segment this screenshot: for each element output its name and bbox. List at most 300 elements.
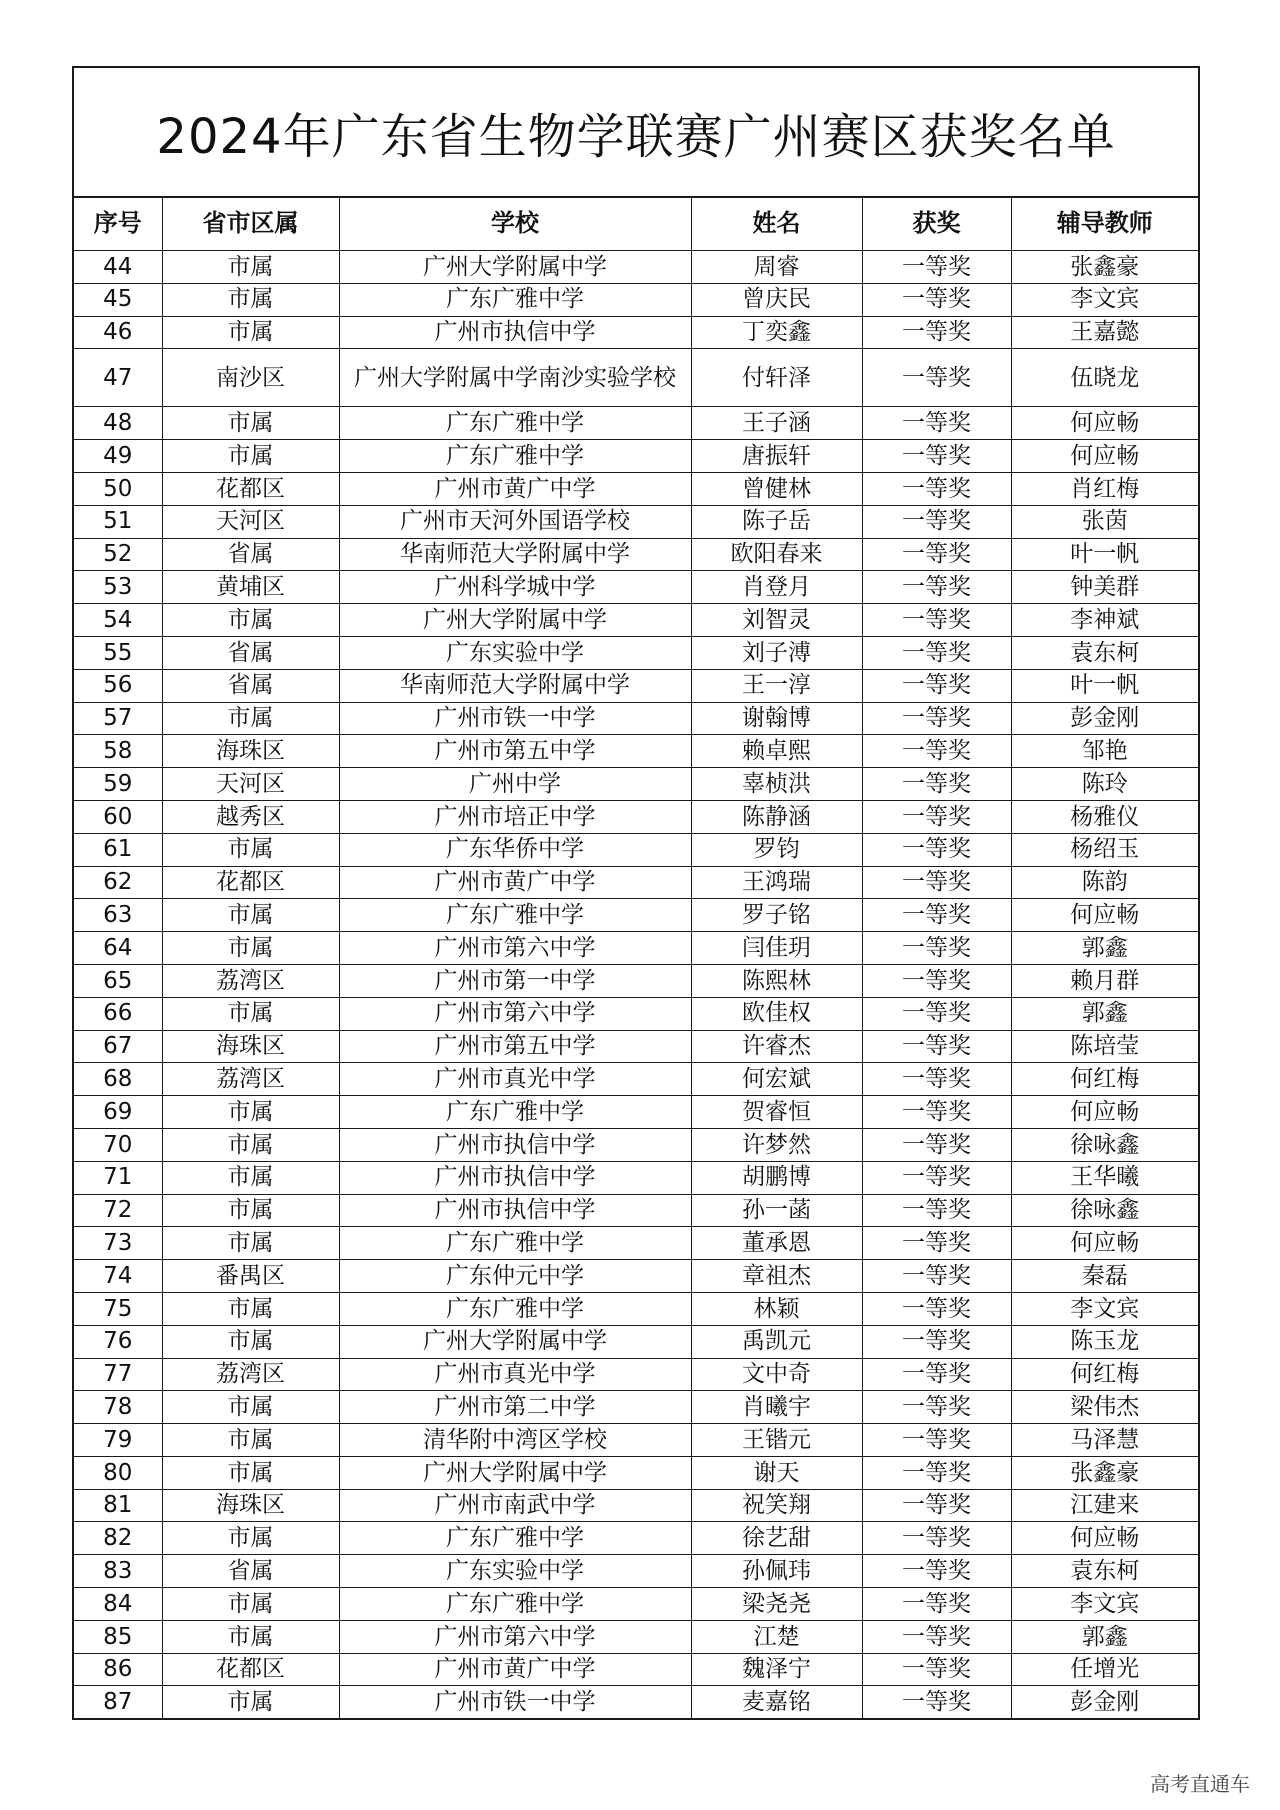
cell-teacher: 郭鑫 [1011,932,1198,965]
cell-index: 49 [74,440,162,473]
cell-school: 广东广雅中学 [339,1096,691,1129]
header-award: 获奖 [862,198,1011,251]
cell-school: 广州大学附属中学 [339,1325,691,1358]
cell-index: 73 [74,1227,162,1260]
table-row [74,899,1198,932]
cell-index: 83 [74,1555,162,1588]
cell-teacher: 袁东柯 [1011,636,1198,669]
cell-district: 市属 [162,440,339,473]
cell-award: 一等奖 [862,472,1011,505]
cell-award: 一等奖 [862,932,1011,965]
table-row [74,866,1198,899]
cell-student-name: 王鸿瑞 [691,866,862,899]
cell-district: 市属 [162,1227,339,1260]
cell-school: 广州市黄广中学 [339,1653,691,1686]
cell-district: 南沙区 [162,349,339,407]
cell-district: 市属 [162,604,339,637]
cell-award: 一等奖 [862,283,1011,316]
table-row [74,1096,1198,1129]
cell-student-name: 刘子溥 [691,636,862,669]
table-row [74,1588,1198,1621]
table-row [74,1161,1198,1194]
cell-student-name: 唐振轩 [691,440,862,473]
header-name: 姓名 [691,198,862,251]
cell-school: 广州科学城中学 [339,571,691,604]
cell-teacher: 李文宾 [1011,1292,1198,1325]
table-row [74,251,1198,284]
cell-school: 广州市第五中学 [339,1030,691,1063]
cell-index: 80 [74,1456,162,1489]
cell-index: 65 [74,964,162,997]
cell-index: 66 [74,997,162,1030]
cell-student-name: 陈静涵 [691,800,862,833]
table-row [74,997,1198,1030]
award-table [74,198,1198,1718]
cell-award: 一等奖 [862,538,1011,571]
table-row [74,505,1198,538]
cell-student-name: 欧佳权 [691,997,862,1030]
cell-award: 一等奖 [862,1358,1011,1391]
cell-index: 46 [74,316,162,349]
cell-school: 广州市铁一中学 [339,1686,691,1718]
cell-district: 市属 [162,833,339,866]
cell-index: 60 [74,800,162,833]
cell-student-name: 胡鹏博 [691,1161,862,1194]
cell-student-name: 辜桢洪 [691,768,862,801]
cell-district: 市属 [162,932,339,965]
cell-award: 一等奖 [862,1325,1011,1358]
cell-award: 一等奖 [862,1292,1011,1325]
cell-teacher: 江建来 [1011,1489,1198,1522]
cell-award: 一等奖 [862,1227,1011,1260]
cell-student-name: 闫佳玥 [691,932,862,965]
cell-teacher: 马泽慧 [1011,1424,1198,1457]
cell-student-name: 徐艺甜 [691,1522,862,1555]
cell-index: 82 [74,1522,162,1555]
cell-index: 72 [74,1194,162,1227]
cell-district: 市属 [162,899,339,932]
cell-teacher: 何应畅 [1011,1522,1198,1555]
cell-teacher: 李文宾 [1011,283,1198,316]
cell-student-name: 谢天 [691,1456,862,1489]
cell-student-name: 丁奕鑫 [691,316,862,349]
cell-student-name: 欧阳春来 [691,538,862,571]
table-row [74,440,1198,473]
cell-district: 市属 [162,1128,339,1161]
cell-teacher: 李神斌 [1011,604,1198,637]
cell-district: 市属 [162,1620,339,1653]
header-teacher: 辅导教师 [1011,198,1198,251]
cell-school: 广东实验中学 [339,636,691,669]
cell-index: 79 [74,1424,162,1457]
cell-teacher: 何应畅 [1011,1227,1198,1260]
table-row [74,1555,1198,1588]
table-row [74,407,1198,440]
cell-student-name: 贺睿恒 [691,1096,862,1129]
cell-award: 一等奖 [862,407,1011,440]
cell-district: 省属 [162,1555,339,1588]
cell-award: 一等奖 [862,1194,1011,1227]
cell-award: 一等奖 [862,1522,1011,1555]
cell-teacher: 肖红梅 [1011,472,1198,505]
cell-district: 天河区 [162,505,339,538]
cell-teacher: 何应畅 [1011,407,1198,440]
cell-school: 广州市第六中学 [339,997,691,1030]
cell-district: 市属 [162,1456,339,1489]
cell-award: 一等奖 [862,505,1011,538]
cell-award: 一等奖 [862,1128,1011,1161]
cell-school: 广州市第五中学 [339,735,691,768]
cell-school: 广州市南武中学 [339,1489,691,1522]
cell-index: 53 [74,571,162,604]
table-row [74,669,1198,702]
cell-teacher: 邹艳 [1011,735,1198,768]
cell-student-name: 林颖 [691,1292,862,1325]
cell-teacher: 钟美群 [1011,571,1198,604]
cell-district: 市属 [162,1096,339,1129]
cell-school: 清华附中湾区学校 [339,1424,691,1457]
cell-district: 市属 [162,283,339,316]
cell-school: 广州市第二中学 [339,1391,691,1424]
title-box [74,68,1198,198]
cell-teacher: 伍晓龙 [1011,349,1198,407]
cell-student-name: 董承恩 [691,1227,862,1260]
cell-teacher: 杨绍玉 [1011,833,1198,866]
cell-award: 一等奖 [862,1588,1011,1621]
cell-teacher: 陈玲 [1011,768,1198,801]
cell-student-name: 何宏斌 [691,1063,862,1096]
cell-school: 广州大学附属中学 [339,1456,691,1489]
cell-student-name: 禹凯元 [691,1325,862,1358]
cell-index: 63 [74,899,162,932]
table-row [74,1489,1198,1522]
cell-district: 市属 [162,1391,339,1424]
cell-school: 广东广雅中学 [339,1227,691,1260]
cell-index: 69 [74,1096,162,1129]
cell-school: 广东广雅中学 [339,440,691,473]
cell-student-name: 刘智灵 [691,604,862,637]
cell-index: 56 [74,669,162,702]
cell-index: 48 [74,407,162,440]
cell-school: 广州市第一中学 [339,964,691,997]
cell-index: 86 [74,1653,162,1686]
cell-teacher: 何红梅 [1011,1358,1198,1391]
cell-student-name: 付轩泽 [691,349,862,407]
cell-teacher: 秦磊 [1011,1260,1198,1293]
cell-district: 市属 [162,1194,339,1227]
cell-school: 广州市铁一中学 [339,702,691,735]
cell-school: 广州市培正中学 [339,800,691,833]
cell-award: 一等奖 [862,1161,1011,1194]
watermark: 高考直通车 [1150,1772,1250,1796]
cell-teacher: 张茵 [1011,505,1198,538]
table-row [74,800,1198,833]
cell-teacher: 彭金刚 [1011,1686,1198,1718]
table-row [74,1227,1198,1260]
table-row [74,1325,1198,1358]
cell-student-name: 王子涵 [691,407,862,440]
cell-student-name: 陈熙林 [691,964,862,997]
cell-school: 广东广雅中学 [339,407,691,440]
cell-student-name: 江楚 [691,1620,862,1653]
cell-index: 44 [74,251,162,284]
cell-district: 番禺区 [162,1260,339,1293]
cell-school: 广东华侨中学 [339,833,691,866]
cell-student-name: 罗子铭 [691,899,862,932]
cell-teacher: 张鑫豪 [1011,251,1198,284]
cell-award: 一等奖 [862,1456,1011,1489]
cell-district: 越秀区 [162,800,339,833]
cell-teacher: 袁东柯 [1011,1555,1198,1588]
cell-award: 一等奖 [862,349,1011,407]
cell-district: 黄埔区 [162,571,339,604]
cell-index: 61 [74,833,162,866]
table-body [74,251,1198,1719]
cell-student-name: 赖卓熙 [691,735,862,768]
cell-school: 广州市黄广中学 [339,472,691,505]
header-row [74,198,1198,251]
cell-award: 一等奖 [862,964,1011,997]
cell-school: 广州市执信中学 [339,1161,691,1194]
table-row [74,604,1198,637]
table-row [74,1424,1198,1457]
cell-teacher: 叶一帆 [1011,669,1198,702]
cell-award: 一等奖 [862,1096,1011,1129]
cell-award: 一等奖 [862,604,1011,637]
cell-school: 广州市第六中学 [339,1620,691,1653]
table-row [74,1292,1198,1325]
cell-teacher: 陈韵 [1011,866,1198,899]
cell-index: 55 [74,636,162,669]
table-row [74,768,1198,801]
cell-index: 52 [74,538,162,571]
cell-index: 78 [74,1391,162,1424]
cell-award: 一等奖 [862,1063,1011,1096]
cell-teacher: 郭鑫 [1011,997,1198,1030]
cell-award: 一等奖 [862,1686,1011,1718]
table-row [74,571,1198,604]
cell-student-name: 曾庆民 [691,283,862,316]
cell-student-name: 许梦然 [691,1128,862,1161]
cell-district: 市属 [162,702,339,735]
cell-school: 广州大学附属中学南沙实验学校 [339,349,691,407]
cell-award: 一等奖 [862,1653,1011,1686]
cell-teacher: 何应畅 [1011,1096,1198,1129]
cell-award: 一等奖 [862,571,1011,604]
cell-teacher: 郭鑫 [1011,1620,1198,1653]
cell-district: 市属 [162,1588,339,1621]
cell-index: 70 [74,1128,162,1161]
table-row [74,316,1198,349]
cell-student-name: 章祖杰 [691,1260,862,1293]
cell-award: 一等奖 [862,735,1011,768]
cell-index: 62 [74,866,162,899]
cell-school: 广东广雅中学 [339,1588,691,1621]
table-row [74,1128,1198,1161]
cell-index: 51 [74,505,162,538]
cell-award: 一等奖 [862,800,1011,833]
cell-student-name: 麦嘉铭 [691,1686,862,1718]
cell-index: 87 [74,1686,162,1718]
cell-award: 一等奖 [862,833,1011,866]
cell-award: 一等奖 [862,1620,1011,1653]
cell-district: 海珠区 [162,1489,339,1522]
cell-teacher: 王嘉懿 [1011,316,1198,349]
cell-student-name: 肖登月 [691,571,862,604]
cell-school: 广东仲元中学 [339,1260,691,1293]
cell-award: 一等奖 [862,866,1011,899]
cell-district: 天河区 [162,768,339,801]
cell-district: 荔湾区 [162,964,339,997]
cell-student-name: 肖曦宇 [691,1391,862,1424]
cell-student-name: 许睿杰 [691,1030,862,1063]
cell-award: 一等奖 [862,1555,1011,1588]
cell-district: 花都区 [162,1653,339,1686]
cell-teacher: 叶一帆 [1011,538,1198,571]
cell-school: 广州市执信中学 [339,316,691,349]
cell-teacher: 徐咏鑫 [1011,1128,1198,1161]
cell-student-name: 梁尧尧 [691,1588,862,1621]
cell-teacher: 杨雅仪 [1011,800,1198,833]
cell-school: 广州中学 [339,768,691,801]
cell-index: 64 [74,932,162,965]
table-row [74,472,1198,505]
cell-teacher: 陈培莹 [1011,1030,1198,1063]
cell-index: 81 [74,1489,162,1522]
cell-school: 华南师范大学附属中学 [339,669,691,702]
cell-student-name: 谢翰博 [691,702,862,735]
cell-award: 一等奖 [862,316,1011,349]
header-district: 省市区属 [162,198,339,251]
cell-index: 84 [74,1588,162,1621]
award-sheet [72,66,1200,1720]
cell-school: 广东广雅中学 [339,899,691,932]
cell-district: 市属 [162,251,339,284]
cell-student-name: 孙一菡 [691,1194,862,1227]
cell-teacher: 李文宾 [1011,1588,1198,1621]
cell-school: 广东广雅中学 [339,1522,691,1555]
cell-award: 一等奖 [862,440,1011,473]
cell-award: 一等奖 [862,899,1011,932]
header-index: 序号 [74,198,162,251]
cell-school: 广州市第六中学 [339,932,691,965]
table-row [74,1522,1198,1555]
table-header [74,198,1198,251]
cell-teacher: 彭金刚 [1011,702,1198,735]
cell-index: 58 [74,735,162,768]
cell-award: 一等奖 [862,702,1011,735]
cell-school: 广州市真光中学 [339,1063,691,1096]
cell-district: 市属 [162,1522,339,1555]
cell-index: 77 [74,1358,162,1391]
cell-district: 省属 [162,636,339,669]
cell-teacher: 陈玉龙 [1011,1325,1198,1358]
cell-school: 华南师范大学附属中学 [339,538,691,571]
cell-student-name: 周睿 [691,251,862,284]
cell-teacher: 徐咏鑫 [1011,1194,1198,1227]
cell-teacher: 何应畅 [1011,899,1198,932]
cell-award: 一等奖 [862,669,1011,702]
cell-district: 花都区 [162,866,339,899]
cell-student-name: 文中奇 [691,1358,862,1391]
cell-district: 市属 [162,316,339,349]
cell-teacher: 何红梅 [1011,1063,1198,1096]
cell-index: 57 [74,702,162,735]
table-row [74,1260,1198,1293]
header-school: 学校 [339,198,691,251]
cell-district: 市属 [162,1292,339,1325]
cell-school: 广州大学附属中学 [339,604,691,637]
table-row [74,1653,1198,1686]
cell-district: 市属 [162,1686,339,1718]
cell-award: 一等奖 [862,1030,1011,1063]
cell-district: 荔湾区 [162,1358,339,1391]
table-row [74,349,1198,407]
cell-district: 市属 [162,997,339,1030]
cell-student-name: 王锴元 [691,1424,862,1457]
cell-student-name: 罗钧 [691,833,862,866]
cell-index: 45 [74,283,162,316]
cell-index: 71 [74,1161,162,1194]
table-row [74,1620,1198,1653]
cell-award: 一等奖 [862,1424,1011,1457]
table-row [74,932,1198,965]
cell-school: 广州市黄广中学 [339,866,691,899]
cell-index: 50 [74,472,162,505]
table-row [74,1063,1198,1096]
cell-school: 广州市执信中学 [339,1194,691,1227]
cell-award: 一等奖 [862,1489,1011,1522]
table-row [74,283,1198,316]
cell-index: 54 [74,604,162,637]
table-row [74,636,1198,669]
cell-index: 85 [74,1620,162,1653]
cell-student-name: 祝笑翔 [691,1489,862,1522]
cell-index: 59 [74,768,162,801]
cell-student-name: 魏泽宁 [691,1653,862,1686]
cell-school: 广州市执信中学 [339,1128,691,1161]
table-row [74,1456,1198,1489]
cell-award: 一等奖 [862,251,1011,284]
cell-district: 市属 [162,1325,339,1358]
cell-award: 一等奖 [862,997,1011,1030]
cell-school: 广州市真光中学 [339,1358,691,1391]
table-row [74,833,1198,866]
cell-index: 75 [74,1292,162,1325]
cell-district: 市属 [162,1161,339,1194]
cell-index: 47 [74,349,162,407]
table-row [74,1194,1198,1227]
cell-award: 一等奖 [862,1391,1011,1424]
cell-district: 荔湾区 [162,1063,339,1096]
cell-award: 一等奖 [862,1260,1011,1293]
page-title: 2024年广东省生物学联赛广州赛区获奖名单 [156,108,1116,165]
cell-index: 68 [74,1063,162,1096]
cell-school: 广东广雅中学 [339,283,691,316]
cell-index: 76 [74,1325,162,1358]
cell-student-name: 陈子岳 [691,505,862,538]
cell-award: 一等奖 [862,636,1011,669]
table-row [74,1030,1198,1063]
cell-school: 广东广雅中学 [339,1292,691,1325]
cell-district: 花都区 [162,472,339,505]
table-row [74,735,1198,768]
table-row [74,964,1198,997]
cell-district: 省属 [162,669,339,702]
table-row [74,538,1198,571]
cell-teacher: 梁伟杰 [1011,1391,1198,1424]
table-row [74,1391,1198,1424]
